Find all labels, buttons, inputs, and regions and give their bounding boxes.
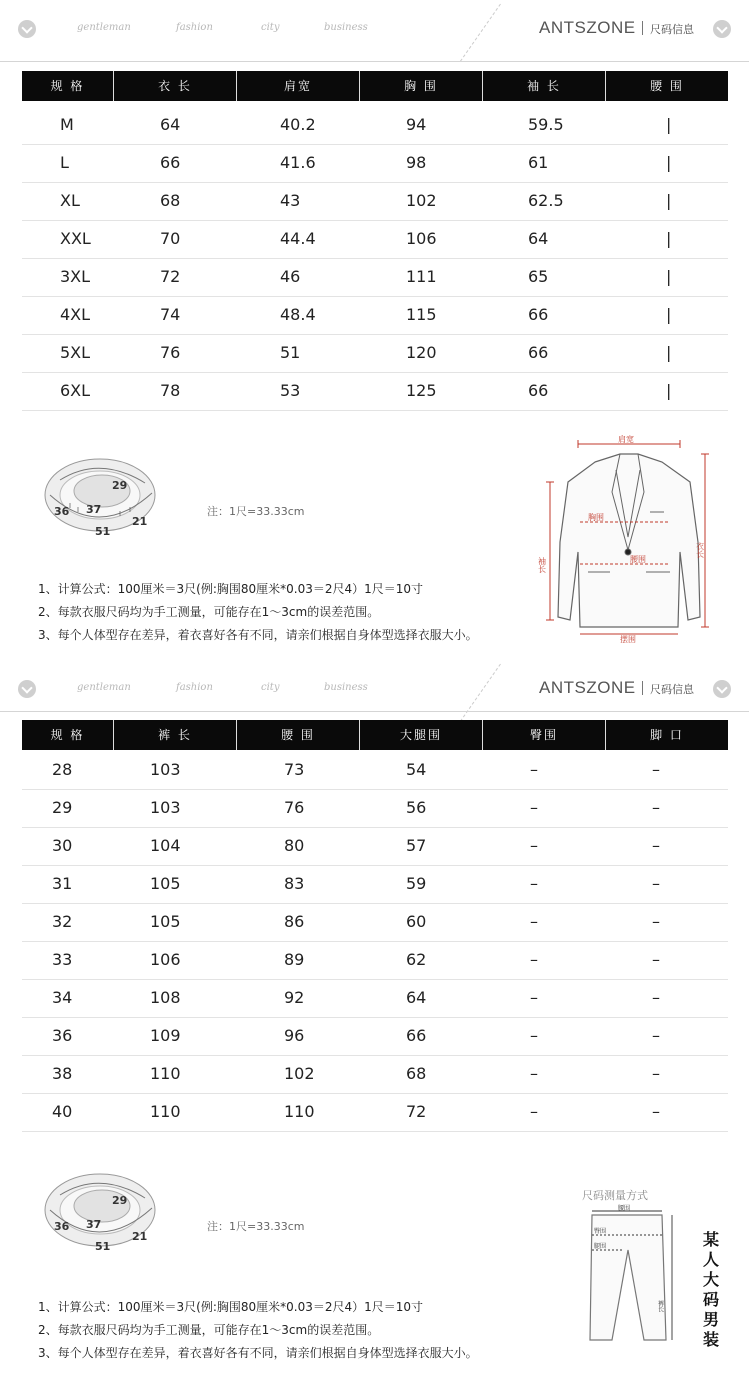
table-cell: 103	[150, 760, 181, 779]
table-cell: –	[530, 988, 538, 1007]
table-cell: 72	[160, 267, 181, 286]
diagram-label: 摆围	[620, 635, 636, 644]
table-cell: 94	[406, 115, 427, 134]
tagline-word: fashion	[176, 22, 213, 33]
diagram-label: 臀围	[594, 1228, 607, 1235]
table-row	[22, 107, 728, 145]
tagline-word: business	[324, 22, 368, 33]
table-cell: –	[652, 950, 660, 969]
diagram-label: 腰围	[630, 555, 646, 564]
table-cell: 68	[160, 191, 181, 210]
table-cell: –	[530, 1102, 538, 1121]
table-cell: |	[666, 115, 672, 134]
column-header: 裤 长	[114, 720, 237, 750]
column-header: 臀围	[483, 720, 606, 750]
table-row	[22, 259, 728, 297]
table-cell: 59	[406, 874, 427, 893]
table-cell: –	[530, 1064, 538, 1083]
row-divider	[22, 1131, 728, 1132]
table-cell: 59.5	[528, 115, 564, 134]
table-cell: –	[652, 1102, 660, 1121]
table-cell: 108	[150, 988, 181, 1007]
tape-number: 36	[54, 1220, 70, 1233]
table-cell: 60	[406, 912, 427, 931]
table-cell: 5XL	[60, 343, 91, 362]
table-cell: 46	[280, 267, 301, 286]
table-cell: 57	[406, 836, 427, 855]
table-cell: 64	[528, 229, 549, 248]
table-cell: 83	[284, 874, 305, 893]
label-char: 装	[702, 1330, 719, 1349]
column-header: 脚 口	[650, 728, 684, 742]
table-cell: 96	[284, 1026, 305, 1045]
jacket-size-section	[0, 0, 749, 660]
table-cell: 102	[406, 191, 437, 210]
column-header: 规 格	[22, 720, 114, 750]
table-cell: M	[60, 115, 74, 134]
divider	[642, 21, 643, 35]
table-header	[22, 720, 728, 750]
divider	[0, 711, 749, 712]
table-cell: 34	[52, 988, 73, 1007]
table-cell: –	[652, 1026, 660, 1045]
table-cell: –	[530, 760, 538, 779]
tagline-word: gentleman	[77, 22, 131, 33]
rule-line: 1、计算公式：100厘米＝3尺(例:胸围80厘米*0.03＝2尺4）1尺＝10寸	[38, 582, 424, 596]
label-char: 男	[702, 1310, 719, 1329]
table-cell: 33	[52, 950, 73, 969]
rule-line: 3、每个人体型存在差异，着衣喜好各有不同，请亲们根据自身体型选择衣服大小。	[38, 1346, 478, 1360]
table-cell: 78	[160, 381, 181, 400]
divider	[460, 664, 501, 722]
diagram-label: 腿围	[594, 1243, 607, 1250]
table-cell: 98	[406, 153, 427, 172]
table-cell: 54	[406, 760, 427, 779]
brand-bar	[0, 0, 749, 58]
chevron-down-icon	[18, 20, 36, 38]
table-cell: 111	[406, 267, 437, 286]
table-cell: 62.5	[528, 191, 564, 210]
column-header: 胸 围	[360, 71, 483, 101]
table-cell: 110	[150, 1064, 181, 1083]
table-row	[22, 942, 728, 980]
table-cell: –	[530, 950, 538, 969]
table-cell: 41.6	[280, 153, 316, 172]
label-char: 某	[702, 1230, 719, 1249]
table-cell: –	[530, 836, 538, 855]
chevron-down-icon	[713, 680, 731, 698]
pants-diagram-title: 尺码测量方式	[582, 1189, 648, 1202]
table-cell: 44.4	[280, 229, 316, 248]
table-cell: –	[530, 912, 538, 931]
table-cell: 103	[150, 798, 181, 817]
store-vertical-label	[700, 1230, 722, 1350]
table-cell: |	[666, 229, 672, 248]
table-cell: 64	[160, 115, 181, 134]
table-cell: 70	[160, 229, 181, 248]
table-row	[22, 373, 728, 411]
table-cell: –	[530, 1026, 538, 1045]
table-row	[22, 866, 728, 904]
measurement-rules	[38, 1296, 478, 1365]
column-header: 腰 围	[650, 79, 684, 93]
table-cell: 30	[52, 836, 73, 855]
table-cell: –	[652, 874, 660, 893]
tagline-word: fashion	[176, 682, 213, 693]
table-row	[22, 335, 728, 373]
label-char: 码	[702, 1290, 719, 1309]
tagline-word: city	[261, 682, 280, 693]
tape-number: 29	[112, 479, 128, 492]
table-cell: 66	[528, 343, 549, 362]
diagram-label: 衣长	[695, 542, 705, 558]
table-cell: 65	[528, 267, 549, 286]
table-cell: 110	[284, 1102, 315, 1121]
table-cell: –	[652, 836, 660, 855]
table-cell: |	[666, 267, 672, 286]
table-cell: 43	[280, 191, 301, 210]
column-header: 规 格	[22, 71, 114, 101]
table-cell: |	[666, 153, 672, 172]
tape-number: 51	[95, 525, 111, 538]
table-cell: –	[652, 760, 660, 779]
unit-note: 注：1尺=33.33cm	[207, 505, 305, 518]
measurement-rules	[38, 578, 478, 647]
brand-logo: ANTSZONE	[539, 18, 636, 37]
brand-logo: ANTSZONE	[539, 678, 636, 697]
divider	[0, 61, 749, 62]
table-cell: 40	[52, 1102, 73, 1121]
table-cell: 32	[52, 912, 73, 931]
table-cell: 125	[406, 381, 437, 400]
table-cell: 66	[528, 305, 549, 324]
tagline-word: city	[261, 22, 280, 33]
brand-bar	[0, 660, 749, 718]
tape-number: 21	[132, 1230, 148, 1243]
diagram-label: 袖长	[537, 557, 547, 573]
table-cell: 105	[150, 874, 181, 893]
table-cell: –	[652, 988, 660, 1007]
table-cell: 106	[406, 229, 437, 248]
pants-measurement-diagram	[580, 1205, 680, 1345]
table-cell: 110	[150, 1102, 181, 1121]
column-header: 袖 长	[483, 71, 606, 101]
table-cell: XL	[60, 191, 80, 210]
table-cell: 92	[284, 988, 305, 1007]
table-cell: –	[530, 798, 538, 817]
table-cell: 56	[406, 798, 427, 817]
table-cell: 73	[284, 760, 305, 779]
chevron-down-icon	[18, 680, 36, 698]
table-cell: 29	[52, 798, 73, 817]
measuring-tape-image	[40, 1160, 160, 1255]
table-cell: 76	[284, 798, 305, 817]
jacket-measurement-diagram	[537, 432, 715, 644]
table-header	[22, 71, 728, 101]
tape-number: 51	[95, 1240, 111, 1253]
row-divider	[22, 410, 728, 411]
table-cell: |	[666, 343, 672, 362]
table-cell: XXL	[60, 229, 91, 248]
rule-line: 2、每款衣服尺码均为手工测量，可能存在1～3cm的误差范围。	[38, 605, 380, 619]
table-cell: 66	[528, 381, 549, 400]
table-cell: 104	[150, 836, 181, 855]
table-cell: 40.2	[280, 115, 316, 134]
table-cell: 31	[52, 874, 73, 893]
brand-subtitle: 尺码信息	[650, 23, 694, 36]
table-cell: 76	[160, 343, 181, 362]
table-row	[22, 183, 728, 221]
tape-number: 21	[132, 515, 148, 528]
unit-note: 注：1尺=33.33cm	[207, 1220, 305, 1233]
table-cell: 102	[284, 1064, 315, 1083]
table-cell: 106	[150, 950, 181, 969]
rule-line: 3、每个人体型存在差异，着衣喜好各有不同，请亲们根据自身体型选择衣服大小。	[38, 628, 478, 642]
table-cell: 3XL	[60, 267, 91, 286]
label-char: 人	[702, 1250, 719, 1269]
table-cell: 68	[406, 1064, 427, 1083]
table-cell: 38	[52, 1064, 73, 1083]
table-cell: 64	[406, 988, 427, 1007]
table-cell: –	[530, 874, 538, 893]
table-row	[22, 1018, 728, 1056]
table-row	[22, 828, 728, 866]
table-cell: |	[666, 381, 672, 400]
divider	[642, 681, 643, 695]
divider	[460, 4, 501, 62]
table-row	[22, 980, 728, 1018]
table-cell: 53	[280, 381, 301, 400]
brand-subtitle: 尺码信息	[650, 683, 694, 696]
table-cell: 72	[406, 1102, 427, 1121]
table-cell: 61	[528, 153, 549, 172]
table-cell: 109	[150, 1026, 181, 1045]
table-row	[22, 790, 728, 828]
table-row	[22, 221, 728, 259]
table-cell: 80	[284, 836, 305, 855]
table-cell: 4XL	[60, 305, 91, 324]
table-cell: |	[666, 305, 672, 324]
diagram-label: 裤长	[656, 1300, 664, 1312]
table-row	[22, 904, 728, 942]
table-cell: 86	[284, 912, 305, 931]
table-cell: 115	[406, 305, 437, 324]
rule-line: 2、每款衣服尺码均为手工测量，可能存在1～3cm的误差范围。	[38, 1323, 380, 1337]
measuring-tape-image	[40, 445, 160, 540]
table-cell: 105	[150, 912, 181, 931]
table-row	[22, 1056, 728, 1094]
table-row	[22, 145, 728, 183]
tagline-word: business	[324, 682, 368, 693]
table-cell: 36	[52, 1026, 73, 1045]
table-row	[22, 297, 728, 335]
rule-line: 1、计算公式：100厘米＝3尺(例:胸围80厘米*0.03＝2尺4）1尺＝10寸	[38, 1300, 424, 1314]
table-cell: –	[652, 798, 660, 817]
table-cell: 62	[406, 950, 427, 969]
label-char: 大	[702, 1270, 719, 1289]
tape-number: 37	[86, 503, 102, 516]
tape-number: 29	[112, 1194, 128, 1207]
table-cell: 48.4	[280, 305, 316, 324]
column-header: 肩宽	[237, 71, 360, 101]
table-cell: |	[666, 191, 672, 210]
table-cell: –	[652, 912, 660, 931]
column-header: 大腿围	[360, 720, 483, 750]
table-cell: 120	[406, 343, 437, 362]
table-cell: 66	[406, 1026, 427, 1045]
column-header: 腰 围	[237, 720, 360, 750]
table-cell: 6XL	[60, 381, 91, 400]
table-cell: 89	[284, 950, 305, 969]
table-cell: L	[60, 153, 69, 172]
table-cell: –	[652, 1064, 660, 1083]
tagline-word: gentleman	[77, 682, 131, 693]
diagram-label: 胸围	[588, 513, 604, 522]
tape-number: 37	[86, 1218, 102, 1231]
table-cell: 51	[280, 343, 301, 362]
column-header: 衣 长	[114, 71, 237, 101]
diagram-label: 肩宽	[618, 435, 634, 444]
chevron-down-icon	[713, 20, 731, 38]
table-cell: 66	[160, 153, 181, 172]
tape-number: 36	[54, 505, 70, 518]
diagram-label: 腰围	[618, 1205, 631, 1212]
table-row	[22, 752, 728, 790]
table-cell: 28	[52, 760, 73, 779]
table-cell: 74	[160, 305, 181, 324]
pants-size-section	[0, 660, 749, 1378]
table-row	[22, 1094, 728, 1132]
